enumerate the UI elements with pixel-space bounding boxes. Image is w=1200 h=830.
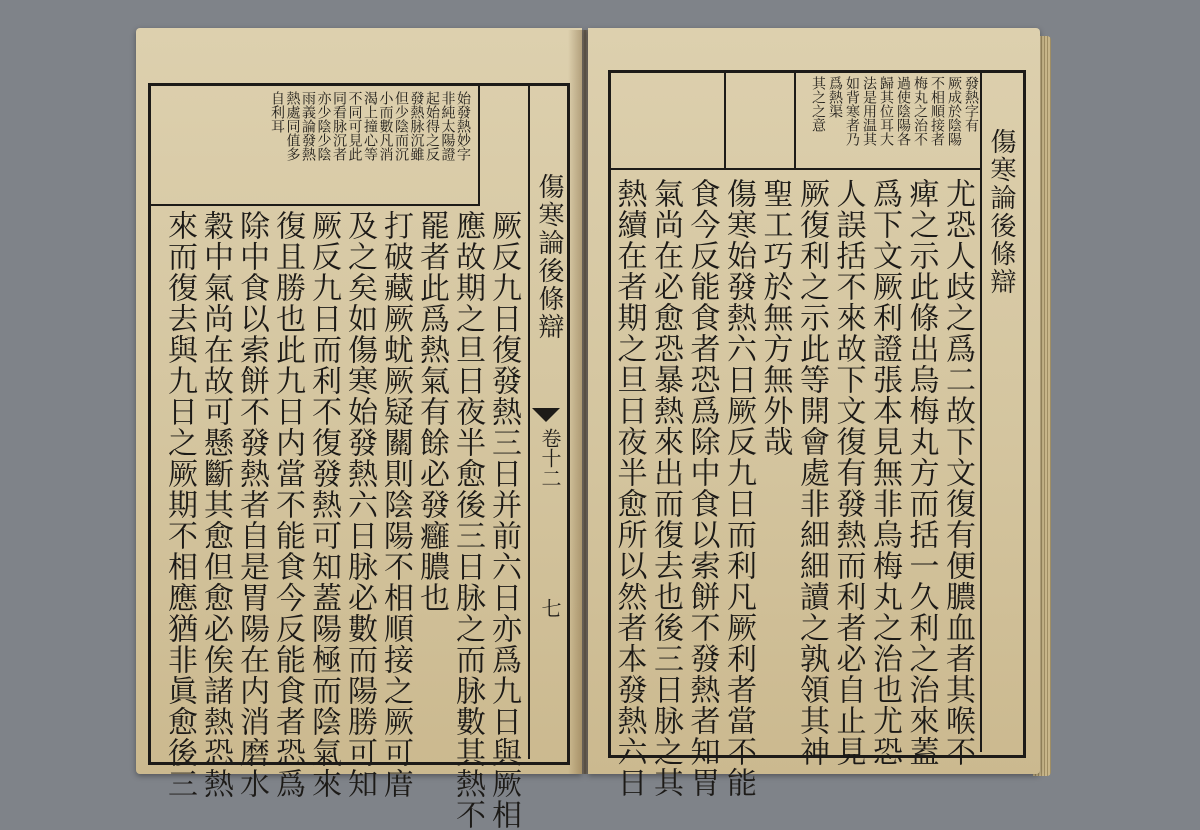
left-margin-rule-inner — [528, 83, 530, 759]
text-column: 來而復去與九日之厥期不相應猶非眞愈後三 — [162, 210, 197, 799]
header-note-column: 但少陰而沉 — [393, 91, 409, 161]
header-note-column: 如背寒者乃 — [844, 76, 860, 146]
right-header-divider-2 — [794, 70, 796, 170]
text-column: 除中食以索餅不發熱者自是胃陽在内消磨水 — [234, 210, 269, 799]
left-margin-title: 傷寒論後條辯 — [534, 173, 564, 341]
text-column: 復且勝也此九日内當不能食今反能食者恐爲 — [270, 210, 305, 799]
header-note-column: 起始得之反 — [424, 91, 440, 161]
header-note-column: 其之之意 — [810, 76, 826, 132]
text-column: 穀中氣尚在故可懸斷其愈但愈必俟諸熱恐熱 — [198, 210, 233, 799]
text-column: 罷者此爲熱氣有餘必發癰膿也 — [414, 210, 449, 613]
header-note-column: 小而數凡消 — [377, 91, 394, 161]
header-note-column: 自利耳 — [269, 91, 285, 133]
text-column: 應故期之旦日夜半愈後三日脉之而脉數其熱不 — [450, 210, 485, 830]
text-column: 聖工巧於無方無外哉 — [757, 178, 793, 457]
header-note-column: 歸其位耳大 — [878, 76, 894, 146]
text-column: 厥反九日而利不復發熱可知蓋陽極而陰氣來 — [306, 210, 341, 799]
right-margin-title: 傷寒論後條辯 — [986, 128, 1016, 296]
header-note-column: 厥成於陰陽 — [946, 76, 962, 146]
text-column: 人誤括不來故下文復有發熱而利者必自止見 — [830, 178, 866, 767]
text-column: 氣尚在必愈恐暴熱來出而復去也後三日脉之其 — [648, 178, 683, 798]
left-header-rule — [148, 204, 480, 206]
right-header-divider-1 — [724, 70, 726, 170]
text-column: 及之矣如傷寒始發熱六日脉必數而陽勝可知 — [342, 210, 377, 799]
header-note-column: 不同可見此 — [346, 91, 363, 161]
left-page — [136, 28, 582, 830]
header-note-column: 過使陰陽各 — [895, 76, 911, 146]
text-column: 厥復利之示此等開會處非細細讀之孰領其神 — [794, 178, 829, 767]
header-note-column: 熱處同值多 — [284, 91, 301, 161]
text-column: 痺之示此條出烏梅丸方而括一久利之治來蓋 — [903, 178, 939, 767]
header-note-column: 渴上撞心等 — [362, 91, 378, 161]
right-page — [588, 28, 1040, 798]
left-margin-volume: 卷十二 — [538, 428, 562, 488]
header-note-column: 梅丸之治不 — [912, 76, 928, 146]
open-book — [128, 20, 1056, 830]
header-note-column: 發熱字有 — [963, 76, 979, 132]
text-column: 爲下文厥利證張本見無非烏梅丸之治也尤恐 — [867, 178, 902, 767]
left-margin-page-number: 七 — [538, 598, 562, 618]
text-column: 傷寒始發熱六日厥反九日而利凡厥利者當不能 — [721, 178, 756, 798]
text-column: 尤恐人歧之爲二故下文復有便膿血者其喉不 — [940, 178, 975, 767]
text-column: 厥反九日復發熱三日并前六日亦爲九日與厥相 — [486, 210, 521, 830]
header-note-column: 雨義論發熱 — [300, 91, 316, 161]
header-note-column: 不相順接者 — [929, 76, 945, 146]
header-note-column: 亦少陰少陰 — [315, 91, 332, 161]
text-column: 食今反能食者恐爲除中食以索餅不發熱者知胃 — [684, 178, 720, 798]
text-column: 打破藏厥蚘厥疑關則陰陽不相順接之厥可庴 — [378, 210, 413, 799]
header-note-column: 非純太陽證 — [439, 91, 456, 161]
header-note-column: 同看脉沉者 — [331, 91, 347, 161]
header-note-column: 爲熱渠 — [827, 76, 843, 118]
header-note-column: 始發熱妙字 — [455, 91, 471, 161]
fishtail-mark — [532, 408, 560, 422]
left-header-divider — [478, 83, 480, 206]
header-note-column: 發熱脉沉雖 — [408, 91, 425, 161]
text-column: 熱續在者期之旦日夜半愈所以然者本發熱六日 — [611, 178, 647, 798]
right-margin-rule-inner — [980, 70, 982, 752]
header-note-column: 法是用温其 — [861, 76, 877, 146]
